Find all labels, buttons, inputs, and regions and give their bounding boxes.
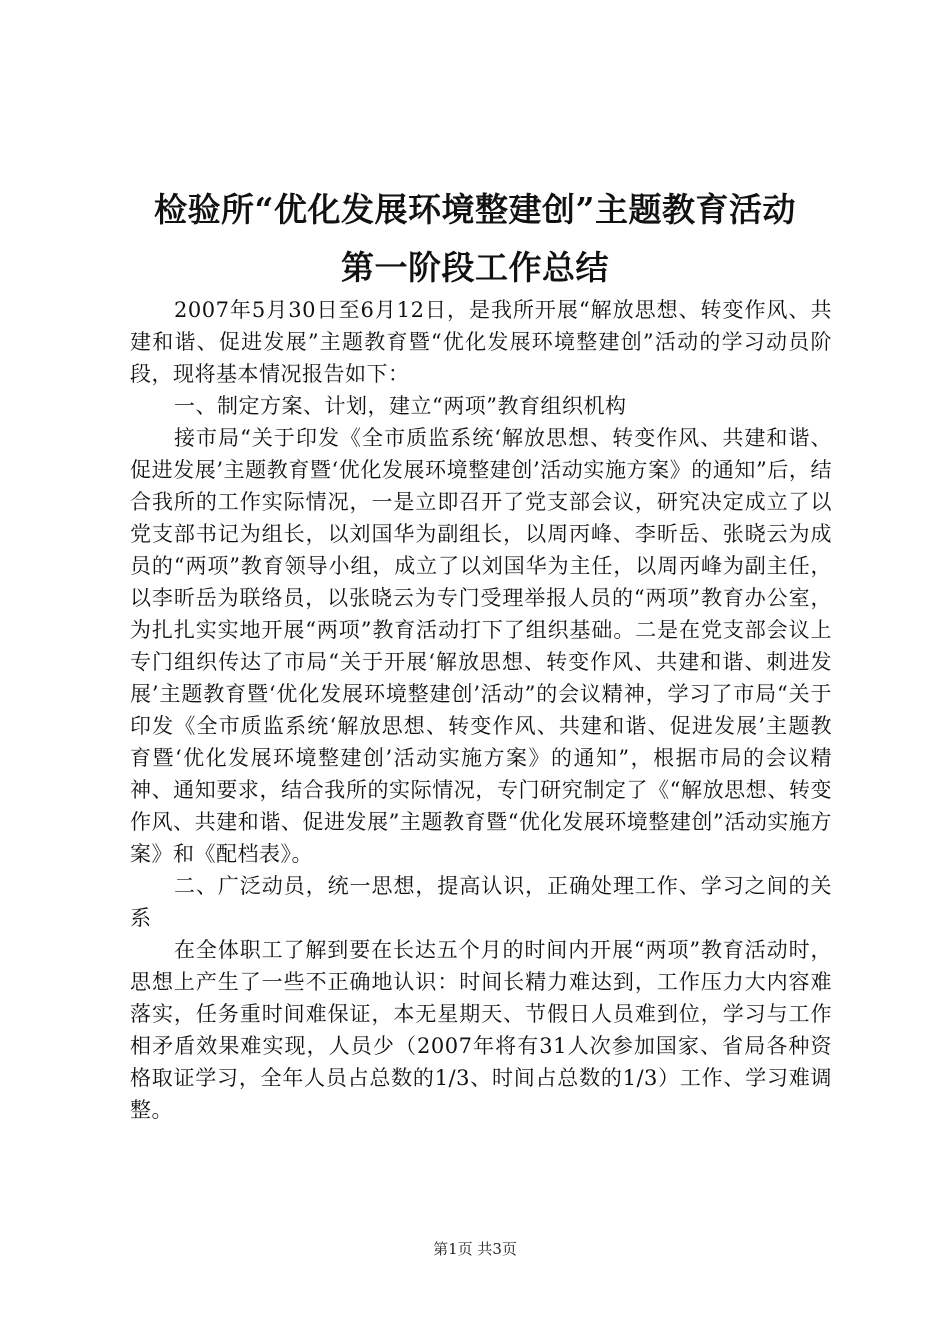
document-title-line-2: 第一阶段工作总结 — [341, 248, 609, 287]
paragraph-intro: 2007年5月30日至6月12日，是我所开展“解放思想、转变作风、共建和谐、促进发展”主题教育暨“优化发展环境整建创”活动的学习动员阶段，现将基本情况报告如下： — [130, 298, 832, 386]
page-footer: 第1页 共3页 — [433, 1240, 517, 1258]
document-title-line-1: 检验所“优化发展环境整建创”主题教育活动 — [154, 190, 796, 229]
document-body — [130, 294, 832, 1126]
paragraph-section-2: 在全体职工了解到要在长达五个月的时间内开展“两项”教育活动时，思想上产生了一些不正确地认识：时间长精力难达到，工作压力大内容难落实，任务重时间难保证，本无星期天、节假日人员难到位，学习与工作相矛盾效果难实现，人员少（2007年将有31人次参加国家、省局各种资格取证学习，全年人员占总数的1/3、时间占总数的1/3）工作、学习难调整。 — [130, 938, 832, 1122]
section-heading-2: 二、广泛动员，统一思想，提高认识，正确处理工作、学习之间的关系 — [130, 874, 832, 930]
paragraph-section-1: 接市局“关于印发《全市质监系统‘解放思想、转变作风、共建和谐、促进发展’主题教育暨‘优化发展环境整建创’活动实施方案》的通知”后，结合我所的工作实际情况，一是立即召开了党支部会议，研究决定成立了以党支部书记为组长，以刘国华为副组长，以周丙峰、李昕岳、张晓云为成员的“两项”教育领导小组，成立了以刘国华为主任，以周丙峰为副主任，以李昕岳为联络员，以张晓云为专门受理举报人员的“两项”教育办公室，为扎扎实实地开展“两项”教育活动打下了组织基础。二是在党支部会议上专门组织传达了市局“关于开展‘解放思想、转变作风、共建和谐、刺进发展’主题教育暨‘优化发展环境整建创’活动”的会议精神，学习了市局“关于印发《全市质监系统‘解放思想、转变作风、共建和谐、促进发展’主题教育暨‘优化发展环境整建创’活动实施方案》的通知”，根据市局的会议精神、通知要求，结合我所的实际情况，专门研究制定了《“解放思想、转变作风、共建和谐、促进发展”主题教育暨“优化发展环境整建创”活动实施方案》和《配档表》。 — [130, 426, 832, 866]
section-heading-1: 一、制定方案、计划，建立“两项”教育组织机构 — [174, 394, 627, 418]
